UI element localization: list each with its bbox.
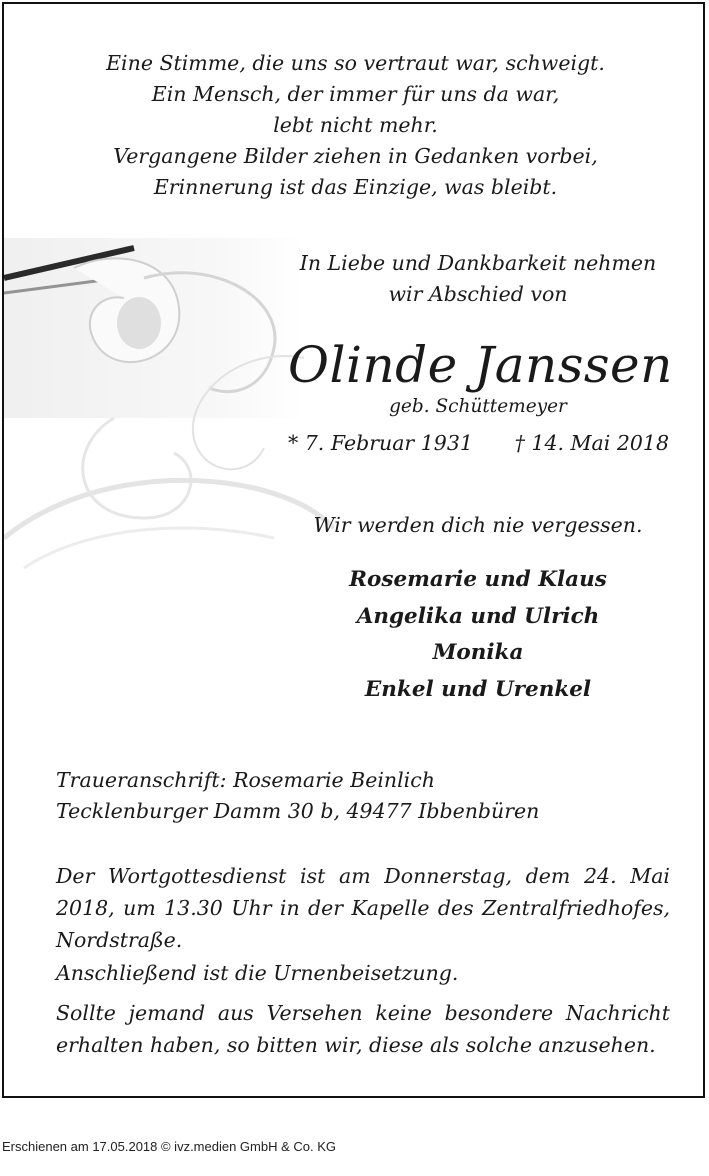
poem-line: Eine Stimme, die uns so vertraut war, schweigt. xyxy=(106,51,605,75)
service-info xyxy=(56,860,670,956)
service-line: Nordstraße. xyxy=(56,928,183,952)
farewell-intro xyxy=(288,248,668,310)
mourners-list xyxy=(288,562,668,708)
address-line: Traueranschrift: Rosemarie Beinlich xyxy=(56,768,435,792)
poem xyxy=(4,48,705,203)
mourning-address xyxy=(56,765,539,827)
mourner: Angelika und Ulrich xyxy=(356,603,600,629)
mourner: Rosemarie und Klaus xyxy=(349,567,607,592)
intro-line: In Liebe und Dankbarkeit nehmen xyxy=(299,251,657,275)
death-date: † 14. Mai 2018 xyxy=(514,431,669,455)
poem-line: Erinnerung ist das Einzige, was bleibt. xyxy=(153,175,558,199)
publication-footer: Erschienen am 17.05.2018 © ivz.medien GmbH & Co. KG xyxy=(2,1139,337,1154)
burial-line: Anschließend ist die Urnenbeisetzung. xyxy=(56,961,459,985)
obituary-frame xyxy=(2,2,705,1098)
notice-line: Sollte jemand aus Versehen keine besondere Nachricht xyxy=(56,1001,670,1025)
birth-name: geb. Schüttemeyer xyxy=(389,396,567,417)
service-line: Der Wortgottesdienst ist am Donnerstag, dem 24. Mai xyxy=(56,864,670,888)
closing-line: Wir werden dich nie vergessen. xyxy=(313,513,643,537)
intro-line: wir Abschied von xyxy=(388,282,568,306)
calla-lily-image xyxy=(4,238,334,618)
poem-line: Ein Mensch, der immer für uns da war, xyxy=(151,82,560,106)
address-line: Tecklenburger Damm 30 b, 49477 Ibbenbüren xyxy=(56,799,540,823)
poem-line: Vergangene Bilder ziehen in Gedanken vorbei, xyxy=(113,144,598,168)
mourner: Monika xyxy=(432,640,524,665)
burial-info xyxy=(56,957,670,989)
birth-date: * 7. Februar 1931 xyxy=(288,431,473,455)
mourner: Enkel und Urenkel xyxy=(364,676,592,702)
poem-line: lebt nicht mehr. xyxy=(273,113,438,137)
service-line: 2018, um 13.30 Uhr in der Kapelle des Zentralfriedhofes, xyxy=(56,896,670,920)
notice-line: erhalten haben, so bitten wir, diese als solche anzusehen. xyxy=(56,1033,656,1057)
deceased-name: Olinde Janssen xyxy=(288,336,673,394)
notice-info xyxy=(56,997,670,1061)
